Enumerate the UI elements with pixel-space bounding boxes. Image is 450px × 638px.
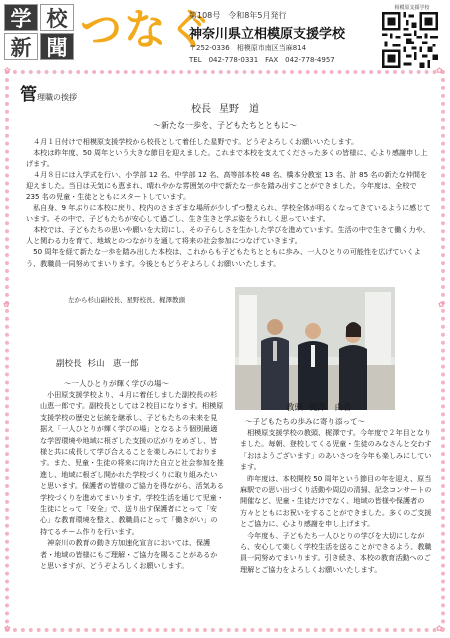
head-teacher-name: 梶澤 由香 bbox=[309, 403, 352, 413]
paragraph: ４月８日には入学式を行い、小学部 12 名、中学部 12 名、高等部本校 48 名、橋本分教室 13 名、計 85 名の新たな仲間を迎えました。当日は天気にも恵まれ、晴れやかな雰囲気の中で新たな一歩を踏み出すことができました。今年度は、全校で 235 名の児童・生徒とともにスタートしています。 bbox=[26, 170, 428, 202]
paragraph: 小田原支援学校より、４月に着任しました副校長の杉山恵一郎です。副校長としては２校目になります。相模原支援学校の歴史と伝統を継承し、子どもたちの未来を見据え「一人ひとりが輝く学びの場」となるよう個別最適な学習環境や地域に根ざした支援の広がりをめざし、皆様と共に成長して学び合えることを楽しみにしております。また、児童・生徒の将来に向けた自立と社会参加を推進し、地域に根ざし開かれた学校づくりに取り組みたいと思います。保護者の皆様のご協力を得ながら、活気ある学校づくりを進めてまいります。学校生活を通じて児童・生徒にとって「安全」で、送り出す保護者にとって「安心」な教育環境を整え、教職員にとって「働きがい」の持てるチーム作りを行います。 bbox=[40, 390, 224, 536]
title-char: 学 bbox=[4, 4, 38, 31]
title-char: 校 bbox=[40, 4, 74, 31]
principal-title bbox=[0, 100, 450, 115]
school-contact: TEL 042-778-0331 FAX 042-778-4957 bbox=[189, 56, 335, 64]
principal-role: 校長 bbox=[191, 104, 211, 115]
school-address: 〒252-0336 相模原市南区当麻814 bbox=[189, 44, 307, 52]
principal-name: 星野 道 bbox=[219, 104, 259, 115]
vice-principal-title bbox=[56, 357, 139, 369]
paragraph: 神奈川の教育の動き方加速化宣言においては、保護者・地域の皆様にもご理解・ご協力を賜ることがあるかと思いますが、どうぞよろしくお願いします。 bbox=[40, 538, 218, 571]
principal-message bbox=[26, 136, 432, 269]
qr-code-icon[interactable] bbox=[382, 12, 438, 68]
paragraph: 昨年度は、本校開校 50 周年という節目の年を迎え、原当麻駅での思い出づくり活動や周辺の清掃、記念コンサートの開催など、児童・生徒だけでなく、地域の皆様や保護者の方々とともにお祝いをすることができました。多くのご支援とご協力に、心より感謝を申し上げます。 bbox=[240, 473, 432, 529]
school-name: 神奈川県立相模原支援学校 bbox=[189, 27, 346, 42]
vice-principal-role: 副校長 bbox=[56, 359, 82, 369]
qr-label: 相模原支援学校 bbox=[394, 5, 430, 11]
paragraph: 相模原支援学校の教頭、梶澤です。今年度で２年目となりました。毎朝、登校してくる児童・生徒のみなさんと交わす「おはようございます」のあいさつを今年も楽しみにしています。 bbox=[240, 428, 432, 472]
paragraph: 今年度も、子どもたち一人ひとりの学びを大切にしながら、安心して楽しく学校生活を送ることができるよう、教職員一同努めてまいります。引き続き、本校の教育活動へのご理解とご協力をよろしくお願いいたします。 bbox=[240, 530, 432, 574]
flower-icon: ✿ bbox=[3, 300, 10, 309]
head-teacher-subtitle: ～子どもたちの歩みに寄り添って～ bbox=[245, 417, 365, 426]
flower-icon: ✿ bbox=[4, 624, 11, 633]
head-teacher-title bbox=[286, 401, 352, 413]
principal-subtitle: ～新たな一歩を、子どもたちとともに～ bbox=[153, 121, 297, 130]
paragraph: 50 周年を経て新たな一歩を踏み出した本校は、これからも子どもたちとともに歩み、一人ひとりの可能性を広げていくよう、教職員一同努めてまいります。今後ともどうぞよろしくお願いいたします。 bbox=[26, 247, 421, 268]
flower-icon: ✿ bbox=[436, 66, 443, 75]
paragraph: 本校では、子どもたちの思いや願いを大切にし、その子らしさを生かした学びを進めています。生活の中で生きて働く力や、人と関わる力を育て、地域とのつながりを通して将来の社会参加につなげていきます。 bbox=[26, 225, 430, 246]
vice-principal-subtitle: ～一人ひとりが輝く学びの場～ bbox=[64, 379, 169, 388]
flower-icon: ✿ bbox=[436, 624, 443, 633]
staff-photo bbox=[235, 287, 395, 410]
photo-caption: 左から杉山副校長、星野校長、梶澤教頭 bbox=[68, 296, 185, 304]
paragraph: 私自身、9 年ぶりに本校に戻り、校内のさまざまな場所が少しずつ整えられ、学校全体が明るくなってきているように感じています。その中で、子どもたちが安心して過ごし、生き生きと学ぶ姿をうれしく思っています。 bbox=[26, 203, 431, 224]
flower-icon: ✿ bbox=[438, 300, 445, 309]
heading-text: 理職の挨拶 bbox=[37, 93, 77, 102]
head-teacher-role: 教頭 bbox=[286, 403, 304, 413]
newspaper-logo: つなぐ bbox=[80, 5, 213, 54]
title-char: 聞 bbox=[40, 33, 74, 60]
paragraph: ４月１日付けで相模原支援学校から校長として着任した星野です。どうぞよろしくお願いいたします。 bbox=[33, 137, 359, 146]
paragraph: 本校は昨年度、50 周年という大きな節目を迎えました。これまで本校を支えてくださった多くの皆様に、心より感謝申し上げます。 bbox=[26, 148, 428, 169]
heading-initial: 管 bbox=[20, 85, 37, 105]
vice-principal-name: 杉山 恵一郎 bbox=[87, 359, 139, 369]
head-teacher-message bbox=[240, 427, 435, 575]
flower-icon: ✿ bbox=[4, 66, 11, 75]
title-char: 新 bbox=[4, 33, 38, 60]
issue-number: 第108号 令和8年5月発行 bbox=[189, 11, 287, 20]
vice-principal-message bbox=[40, 389, 224, 572]
newspaper-title bbox=[4, 4, 74, 60]
